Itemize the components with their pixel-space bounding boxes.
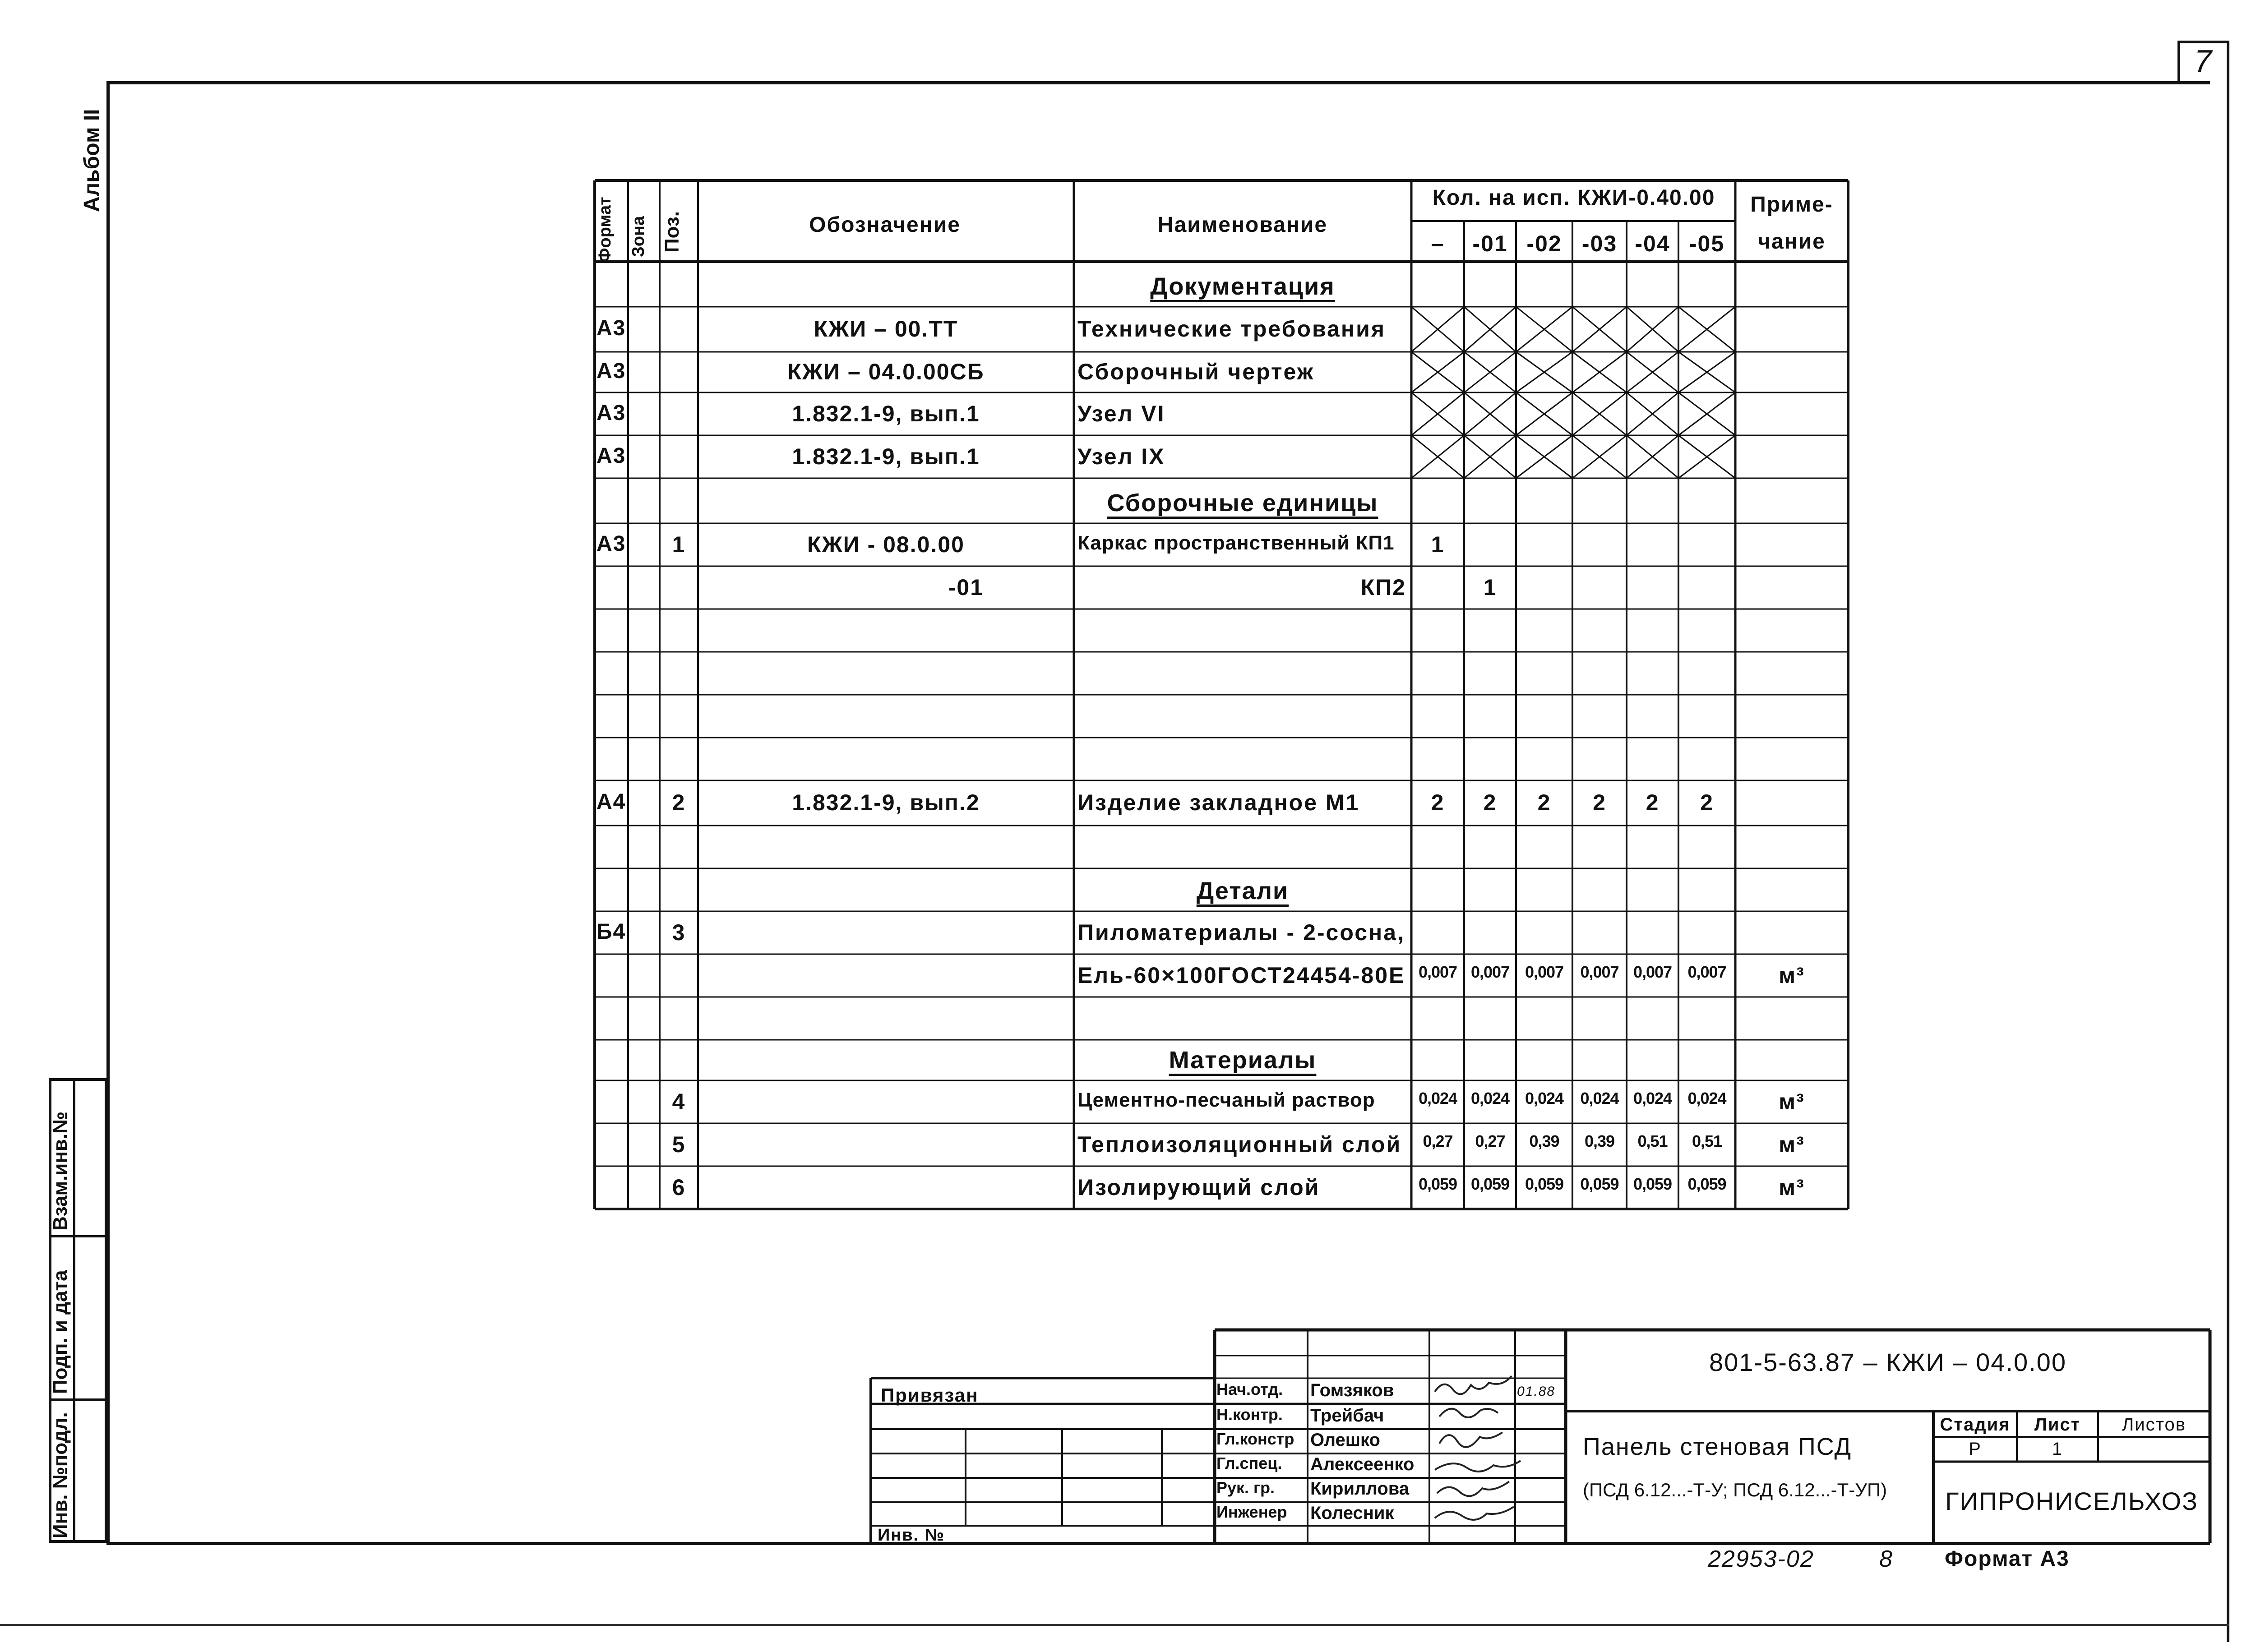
header-name: Наименование — [1157, 213, 1328, 237]
row-qty: 0,39 — [1584, 1131, 1615, 1150]
row-designation: КЖИ – 00.ТТ — [814, 316, 958, 341]
row-qty: 2 — [1431, 790, 1445, 815]
sheet-value: 1 — [2052, 1439, 2063, 1459]
row-qty: 0,007 — [1525, 962, 1564, 981]
row-qty: 0,024 — [1687, 1089, 1726, 1107]
row-format: А3 — [596, 443, 626, 468]
row-name: Ель-60×100ГОСТ24454-80Е — [1077, 962, 1405, 988]
row-pos: 5 — [672, 1131, 686, 1157]
row-qty: 1 — [1431, 531, 1445, 557]
document-code: 801-5-63.87 – КЖИ – 04.0.00 — [1709, 1348, 2066, 1376]
header-qty-group: Кол. на исп. КЖИ-0.40.00 — [1432, 186, 1715, 210]
row-pos: 4 — [672, 1089, 686, 1114]
row-designation: КЖИ - 08.0.00 — [807, 531, 965, 557]
row-name: Сборочный чертеж — [1077, 359, 1315, 384]
section-title: Материалы — [1169, 1047, 1317, 1074]
row-qty: 0,024 — [1633, 1089, 1672, 1107]
staff-name: Олешко — [1310, 1430, 1380, 1450]
title-line1: Панель стеновая ПСД — [1583, 1433, 1852, 1460]
format-label: Формат А3 — [1945, 1547, 2070, 1571]
row-qty: 0,024 — [1525, 1089, 1564, 1107]
staff-role: Гл.спец. — [1216, 1454, 1282, 1472]
signature-1 — [1435, 1376, 1512, 1394]
staff-role: Н.контр. — [1216, 1405, 1283, 1424]
row-name: Изделие закладное М1 — [1077, 790, 1360, 815]
row-name: Технические требования — [1077, 316, 1386, 341]
staff-name: Алексеенко — [1310, 1454, 1415, 1474]
header-format: Формат — [596, 197, 615, 263]
row-qty: 0,007 — [1633, 962, 1672, 981]
header-qty-col: -03 — [1581, 231, 1618, 256]
staff-name: Гомзяков — [1310, 1380, 1394, 1400]
row-qty: 2 — [1483, 790, 1497, 815]
left-stamp-replace-inv: Взам.инв.№ — [49, 1111, 71, 1231]
header-qty-col: -02 — [1526, 231, 1562, 256]
header-note-line2: чание — [1758, 230, 1826, 254]
inv-no-label: Инв. № — [878, 1526, 945, 1545]
row-qty: 2 — [1646, 790, 1660, 815]
row-name: Узел VI — [1077, 401, 1165, 426]
row-qty: 0,024 — [1418, 1089, 1457, 1107]
staff-name: Колесник — [1310, 1503, 1394, 1523]
row-qty: 0,007 — [1580, 962, 1619, 981]
row-pos: 2 — [672, 790, 686, 815]
row-qty: 0,007 — [1470, 962, 1510, 981]
row-pos: 1 — [672, 531, 686, 557]
stage-value: Р — [1969, 1439, 1982, 1459]
row-note: м³ — [1779, 1131, 1805, 1157]
section-title: Сборочные единицы — [1107, 489, 1378, 517]
row-note: м³ — [1779, 1174, 1805, 1200]
row-name: Изолирующий слой — [1077, 1174, 1320, 1200]
staff-role: Нач.отд. — [1216, 1380, 1283, 1398]
header-designation: Обозначение — [809, 213, 961, 237]
organization: ГИПРОНИСЕЛЬХОЗ — [1945, 1487, 2198, 1515]
page-number: 8 — [1879, 1546, 1893, 1572]
row-pos: 6 — [672, 1174, 686, 1200]
row-qty: 0,51 — [1637, 1131, 1668, 1150]
row-name: Цементно-песчаный раствор — [1077, 1089, 1375, 1111]
row-format: А3 — [596, 401, 626, 425]
row-qty: 0,024 — [1470, 1089, 1510, 1107]
header-pos: Поз. — [661, 211, 683, 253]
row-note: м³ — [1779, 1089, 1805, 1114]
row-qty: 2 — [1593, 790, 1606, 815]
row-name: Каркас пространственный КП1 — [1077, 531, 1395, 554]
row-qty: 0,059 — [1525, 1174, 1564, 1193]
row-qty: 0,059 — [1580, 1174, 1619, 1193]
row-name: Узел IX — [1077, 443, 1165, 469]
row-designation: 1.832.1-9, вып.2 — [792, 790, 980, 815]
row-qty: 0,024 — [1580, 1089, 1619, 1107]
row-designation: 1.832.1-9, вып.1 — [792, 401, 980, 426]
row-qty: 0,007 — [1687, 962, 1726, 981]
header-qty-col: – — [1431, 231, 1445, 256]
sheet-number: 7 — [2194, 43, 2213, 78]
signature-6 — [1435, 1507, 1514, 1520]
title-line2: (ПСД 6.12...-Т-У; ПСД 6.12...-Т-УП) — [1583, 1479, 1887, 1500]
section-title: Документация — [1150, 273, 1335, 300]
staff-role: Рук. гр. — [1216, 1478, 1275, 1497]
staff-name: Трейбач — [1310, 1406, 1384, 1426]
row-qty: 0,51 — [1692, 1131, 1722, 1150]
row-pos: 3 — [672, 919, 686, 945]
row-qty: 0,059 — [1470, 1174, 1510, 1193]
row-qty: 0,059 — [1687, 1174, 1726, 1193]
row-format: А3 — [596, 359, 626, 383]
header-qty-col: -01 — [1472, 231, 1508, 256]
row-format: А3 — [596, 316, 626, 340]
date-value: 01.88 — [1517, 1384, 1556, 1399]
row-qty: 0,39 — [1529, 1131, 1559, 1150]
staff-role: Инженер — [1216, 1503, 1287, 1521]
signature-4 — [1435, 1461, 1521, 1472]
header-qty-col: -04 — [1635, 231, 1670, 256]
row-qty: 0,059 — [1633, 1174, 1672, 1193]
row-designation: 1.832.1-9, вып.1 — [792, 443, 980, 469]
signature-5 — [1437, 1481, 1509, 1496]
row-designation: КЖИ – 04.0.00СБ — [787, 359, 985, 384]
row-name: Пиломатериалы - 2-сосна, — [1077, 919, 1405, 945]
row-designation: -01 — [948, 574, 984, 600]
row-qty: 2 — [1700, 790, 1714, 815]
staff-role: Гл.констр — [1216, 1430, 1294, 1448]
left-stamp-inv-no: Инв. №подл. — [49, 1412, 71, 1538]
bound-label: Привязан — [881, 1384, 979, 1406]
row-note: м³ — [1779, 962, 1805, 988]
row-name: Теплоизоляционный слой — [1077, 1131, 1402, 1157]
left-stamp-sign-date: Подп. и дата — [49, 1270, 71, 1394]
row-qty: 0,007 — [1418, 962, 1457, 981]
archive-number: 22953-02 — [1708, 1546, 1814, 1572]
row-format: А3 — [596, 531, 626, 556]
sheet-label: Лист — [2034, 1415, 2081, 1435]
staff-name: Кириллова — [1310, 1479, 1410, 1499]
stage-label: Стадия — [1940, 1415, 2011, 1435]
row-format: А4 — [596, 790, 626, 814]
signature-2 — [1439, 1409, 1498, 1417]
album-label: Альбом II — [80, 109, 104, 212]
section-title: Детали — [1196, 877, 1289, 904]
row-qty: 1 — [1483, 574, 1497, 600]
header-qty-col: -05 — [1689, 231, 1725, 256]
row-name: КП2 — [1360, 574, 1406, 600]
row-format: Б4 — [596, 919, 626, 944]
row-qty: 2 — [1537, 790, 1551, 815]
sheets-label: Листов — [2122, 1415, 2186, 1435]
header-note-line1: Приме- — [1750, 193, 1833, 217]
row-qty: 0,27 — [1423, 1131, 1453, 1150]
header-zone: Зона — [629, 216, 648, 257]
row-qty: 0,059 — [1418, 1174, 1457, 1193]
row-qty: 0,27 — [1475, 1131, 1505, 1150]
signature-3 — [1439, 1432, 1502, 1447]
